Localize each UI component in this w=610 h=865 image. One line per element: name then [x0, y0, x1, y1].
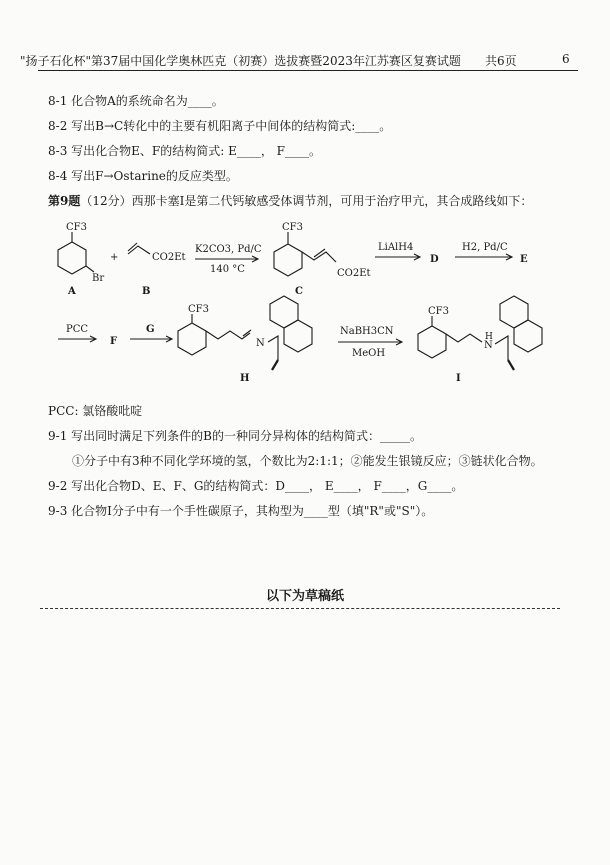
ring-I [418, 326, 446, 358]
label-C: C [295, 286, 303, 297]
acrylate-B [128, 246, 150, 254]
label-nh-I: H [485, 332, 493, 342]
label-D: D [430, 254, 439, 265]
reagent-2: LiAlH4 [378, 242, 414, 253]
question-9-intro: （12分）西那卡塞I是第二代钙敏感受体调节剂，可用于治疗甲亢，其合成路线如下： [80, 194, 533, 208]
page-count: 共6页 [485, 54, 517, 68]
label-cf3-A: CF3 [66, 222, 87, 233]
reagent-4: PCC [66, 324, 89, 335]
label-co2et-B: CO2Et [152, 252, 186, 263]
label-A: A [68, 286, 76, 297]
question-8-3: 8-3 写出化合物E、F的结构简式: E____， F____。 [48, 144, 321, 158]
ring-H [178, 323, 206, 355]
synthesis-scheme [0, 0, 610, 400]
label-n-I: N [484, 340, 493, 351]
ring-A [58, 242, 86, 274]
reagent-3: H2, Pd/C [462, 242, 508, 253]
question-9-3: 9-3 化合物I分子中有一个手性碳原子，其构型为____型（填"R"或"S"）。 [48, 504, 434, 518]
draft-divider [40, 608, 560, 609]
question-9-1: 9-1 写出同时满足下列条件的B的一种同分异构体的结构简式：_____。 [48, 429, 422, 443]
label-cf3-H: CF3 [188, 304, 209, 315]
reagent-1-bottom: 140 °C [210, 264, 245, 275]
draft-heading: 以下为草稿纸 [265, 589, 344, 604]
question-8-4: 8-4 写出F→Ostarine的反应类型。 [48, 169, 238, 183]
label-cf3-C: CF3 [282, 222, 303, 233]
reagent-6-top: NaBH3CN [340, 326, 394, 337]
label-br-A: Br [92, 273, 105, 284]
exam-title: "扬子石化杯"第37届中国化学奥林匹克（初赛）选拔赛暨2023年江苏赛区复赛试题 [20, 54, 461, 68]
label-H: H [240, 373, 250, 384]
label-F: F [110, 336, 118, 347]
pcc-note: PCC: 氯铬酸吡啶 [48, 404, 143, 418]
question-9-title: 第9题 [48, 194, 81, 208]
label-E: E [520, 254, 528, 265]
page-number: 6 [562, 52, 570, 66]
label-B: B [142, 286, 151, 297]
label-n-H: N [256, 338, 265, 349]
ring-C [274, 244, 302, 276]
reagent-6-bottom: MeOH [352, 348, 386, 359]
question-9-2: 9-2 写出化合物D、E、F、G的结构简式：D____， E____， F____，G____。 [48, 479, 464, 493]
label-I: I [456, 373, 461, 384]
question-8-1: 8-1 化合物A的系统命名为____。 [48, 94, 224, 108]
question-8-2: 8-2 写出B→C转化中的主要有机阳离子中间体的结构简式:____。 [48, 119, 392, 133]
label-cf3-I: CF3 [428, 306, 449, 317]
reagent-5: G [146, 324, 155, 335]
plus-sign: + [110, 252, 119, 263]
reagent-1-top: K2CO3, Pd/C [195, 244, 262, 255]
label-co2et-C: CO2Et [337, 268, 371, 279]
question-9-1-conditions: ①分子中有3种不同化学环境的氢，个数比为2:1:1；②能发生银镜反应；③链状化合物。 [72, 454, 543, 468]
